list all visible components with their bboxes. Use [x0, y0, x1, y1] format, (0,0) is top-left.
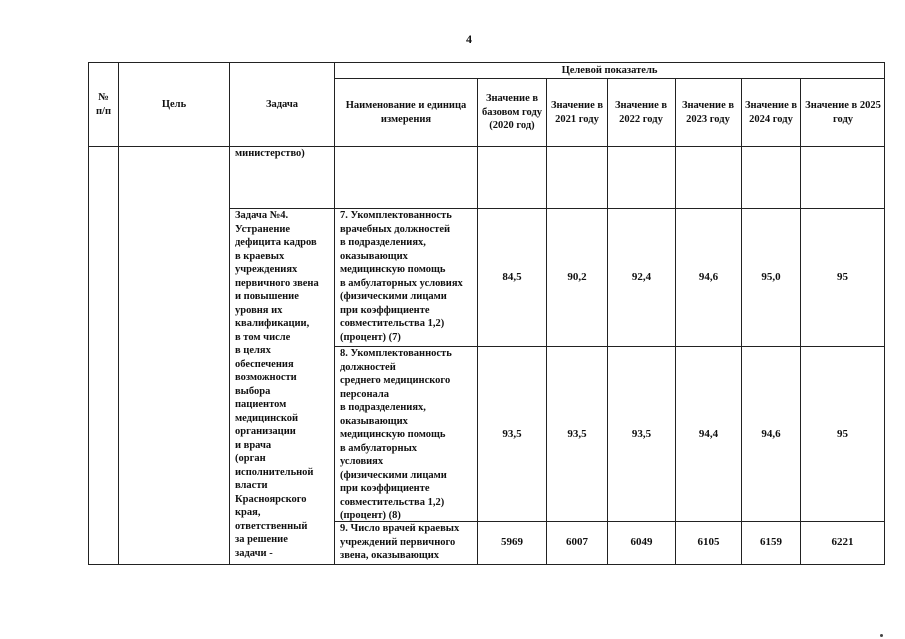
column-divider — [334, 62, 335, 565]
column-divider — [800, 78, 801, 565]
header-number: № п/п — [95, 92, 112, 117]
indicator-9-2025: 6221 — [831, 536, 854, 548]
indicator-7-2022: 92,4 — [631, 271, 652, 283]
indicator-8-2023: 94,4 — [698, 428, 719, 440]
indicator-7-2023: 94,6 — [698, 271, 719, 283]
indicator-9-base: 5969 — [501, 536, 523, 548]
column-divider — [607, 78, 608, 565]
header-2021: Значение в 2021 году — [550, 100, 604, 125]
column-divider — [675, 78, 676, 565]
indicator-9-2021: 6007 — [566, 536, 588, 548]
scan-speck — [880, 634, 883, 637]
header-task: Задача — [265, 98, 299, 110]
indicator-7-2024: 95,0 — [761, 271, 781, 283]
page-number: 4 — [466, 32, 472, 46]
indicator-8-name: 8. Укомплектованность должностей среднего медицинского персонала в подразделениях, оказывающих медицинскую помощь в амбулаторных условиях (физическими лицами при коэффициенте совместительства 1,2) (процент) (8) — [340, 348, 452, 521]
header-2023: Значение в 2023 году — [681, 100, 735, 125]
indicator-7-name: 7. Укомплектованность врачебных должностей в подразделениях, оказывающих медицинскую помощь в амбулаторных условиях (физическими лицами при коэффициенте совместительства 1,2) (процент) (7) — [340, 210, 463, 343]
column-divider — [546, 78, 547, 565]
indicator-9-2022: 6049 — [630, 536, 653, 548]
column-divider — [741, 78, 742, 565]
table-border-bottom — [88, 564, 885, 565]
indicator-9-2024: 6159 — [760, 536, 782, 548]
indicator-9-2023: 6105 — [697, 536, 720, 548]
indicator-table — [88, 62, 885, 565]
header-bottom-line — [88, 146, 885, 147]
header-2024: Значение в 2024 году — [744, 100, 798, 125]
indicator-8-2025: 95 — [837, 428, 848, 440]
indicator-8-2021: 93,5 — [567, 428, 587, 440]
indicator-7-base: 84,5 — [502, 271, 522, 283]
column-divider — [477, 78, 478, 565]
indicator-8-2022: 93,5 — [631, 428, 652, 440]
header-2022: Значение в 2022 году — [614, 100, 668, 125]
table-border-right — [884, 62, 885, 565]
header-goal: Цель — [161, 98, 187, 110]
header-2025: Значение в 2025 году — [805, 100, 881, 125]
task-4-text: Задача №4. Устранение дефицита кадров в краевых учреждениях первичного звена и повышение уровня их квалификации, в том числе в целях обеспечения возможности выбора пациентом медицинской организации и врача (орган исполнительной власти Красноярского края, ответственный за решение задачи - — [235, 210, 319, 559]
header-indicator-name: Наименование и единица измерения — [345, 100, 467, 125]
header-base-year: Значение в базовом году (2020 год) — [481, 93, 543, 132]
header-target-indicator: Целевой показатель — [561, 64, 658, 76]
indicator-8-base: 93,5 — [502, 428, 522, 440]
indicator-9-name: 9. Число врачей краевых учреждений первичного звена, оказывающих — [340, 523, 460, 561]
indicator-7-2021: 90,2 — [567, 271, 587, 283]
task-continuation: министерство) — [235, 148, 305, 159]
indicator-7-2025: 95 — [837, 271, 848, 283]
indicator-8-2024: 94,6 — [761, 428, 781, 440]
